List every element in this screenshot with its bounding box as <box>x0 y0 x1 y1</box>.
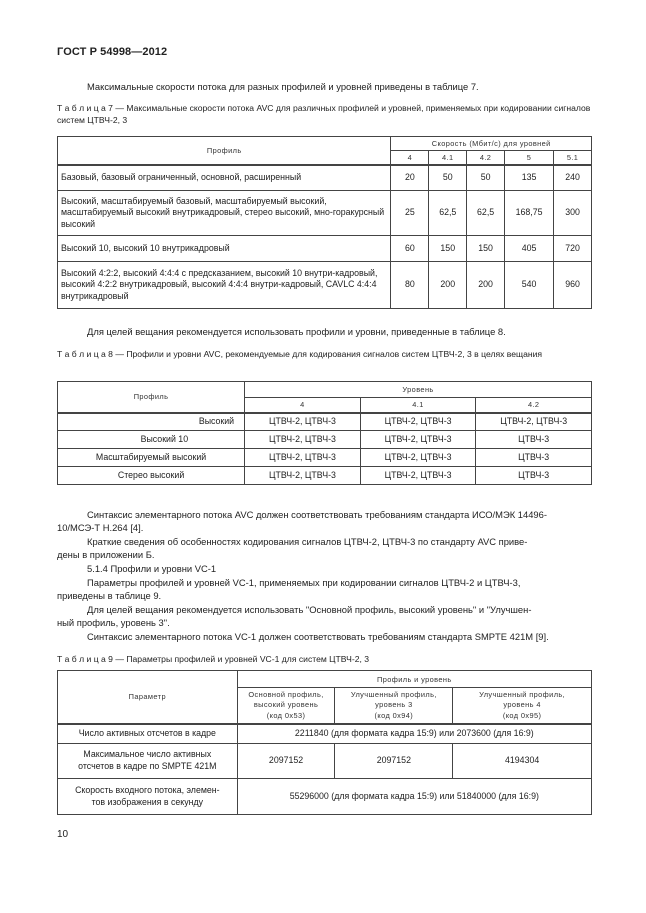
table-9-value-cell: 4194304 <box>453 744 592 779</box>
table-7 <box>57 136 592 309</box>
paragraph: Синтаксис элементарного потока VC-1 должен соответствовать требованиям стандарта SMPTE 421M [9]. <box>87 631 549 642</box>
table-7-level: 4.2 <box>467 151 505 165</box>
table-7-profile-cell: Базовый, базовый ограниченный, основной, расширенный <box>58 165 391 191</box>
table-7-level: 5.1 <box>554 151 592 165</box>
paragraph: Для целей вещания рекомендуется использовать "Основной профиль, высокий уровень" и "Улучшен- <box>87 604 532 615</box>
table-row <box>58 236 592 262</box>
table-7-value-cell: 150 <box>429 236 467 262</box>
table-7-value-cell: 150 <box>467 236 505 262</box>
table-8-profile-cell: Высокий <box>58 413 245 431</box>
table-row <box>58 431 592 449</box>
table-7-caption: Т а б л и ц а 7 — Максимальные скорости потока AVC для различных профилей и уровней, применяемых при кодировании сигналов систем ЦТВЧ-2, 3 <box>57 103 591 125</box>
table-7-value-cell: 62,5 <box>467 191 505 236</box>
table-row <box>58 262 592 309</box>
table-8-level: 4.2 <box>476 398 592 413</box>
parameter-line: Скорость входного потока, элемен- <box>75 784 220 795</box>
document-header: ГОСТ Р 54998—2012 <box>57 46 168 58</box>
table-8-value-cell: ЦТВЧ-2, ЦТВЧ-3 <box>245 431 361 449</box>
table-7-value-cell: 240 <box>554 165 592 191</box>
parameter-line: Максимальное число активных <box>83 749 212 760</box>
table-7-header-profile: Профиль <box>58 137 391 165</box>
table-7-header-speed: Скорость (Мбит/с) для уровней <box>391 137 592 151</box>
table-8-value-cell: ЦТВЧ-2, ЦТВЧ-3 <box>245 449 361 467</box>
subheader-line: уровень 4 <box>503 700 541 709</box>
table-8-level: 4 <box>245 398 361 413</box>
table-7-value-cell: 200 <box>467 262 505 309</box>
table-9 <box>57 670 592 815</box>
table-7-value-cell: 168,75 <box>505 191 554 236</box>
table-9-value-cell: 2097152 <box>335 744 453 779</box>
table-8-value-cell: ЦТВЧ-3 <box>476 449 592 467</box>
subheader-line: (код 0x94) <box>374 710 414 720</box>
table-7-value-cell: 405 <box>505 236 554 262</box>
table-7-value-cell: 960 <box>554 262 592 309</box>
table-8-value-cell: ЦТВЧ-2, ЦТВЧ-3 <box>245 413 361 431</box>
page-number: 10 <box>57 829 69 840</box>
table-9-value-cell: 55296000 (для формата кадра 15:9) или 51840000 (для 16:9) <box>237 779 591 815</box>
table-7-value-cell: 25 <box>391 191 429 236</box>
paragraph: Синтаксис элементарного потока AVC должен соответствовать требованиям стандарта ИСО/МЭК 14496- <box>87 509 547 520</box>
table-row <box>58 467 592 485</box>
table-7-value-cell: 62,5 <box>429 191 467 236</box>
table-row <box>58 191 592 236</box>
table-8-value-cell: ЦТВЧ-2, ЦТВЧ-3 <box>360 431 476 449</box>
table-8-value-cell: ЦТВЧ-3 <box>476 467 592 485</box>
table-9-subheader-advanced-3 <box>335 688 453 724</box>
table-7-value-cell: 135 <box>505 165 554 191</box>
table-9-value-cell: 2097152 <box>237 744 335 779</box>
table-row <box>58 165 592 191</box>
table-row <box>58 779 592 815</box>
table-9-value-cell: 2211840 (для формата кадра 15:9) или 2073600 (для 16:9) <box>237 724 591 744</box>
table-9-subheader-advanced-4 <box>453 688 592 724</box>
intro-paragraph: Максимальные скорости потока для разных профилей и уровней приведены в таблице 7. <box>87 81 479 92</box>
table-8 <box>57 381 592 485</box>
table-7-profile-cell: Высокий, масштабируемый базовый, масштабируемый высокий, масштабируемый высокий внутрикадровый, стерео высокий, мно-горакурсный высокий <box>58 191 391 236</box>
parameter-line: отсчетов в кадре по SMPTE 421M <box>78 761 217 771</box>
table-7-profile-cell: Высокий 4:2:2, высокий 4:4:4 с предсказанием, высокий 10 внутри-кадровый, высокий 4:2:2 внутрикадровый, высокий 4:4:4 внутри-кадровый, CAVLC 4:4:4 внутрикадровый <box>58 262 391 309</box>
table-7-level: 4 <box>391 151 429 165</box>
table-7-value-cell: 720 <box>554 236 592 262</box>
table-8-header-level: Уровень <box>245 382 592 398</box>
table-7-value-cell: 80 <box>391 262 429 309</box>
parameter-line: тов изображения в секунду <box>91 796 204 807</box>
table-9-header-profile-level: Профиль и уровень <box>237 671 591 688</box>
table-8-value-cell: ЦТВЧ-2, ЦТВЧ-3 <box>360 449 476 467</box>
table-7-value-cell: 60 <box>391 236 429 262</box>
subheader-line: (код 0x95) <box>502 710 542 720</box>
table-7-value-cell: 300 <box>554 191 592 236</box>
subheader-line: (код 0x53) <box>266 710 306 720</box>
table-7-level: 5 <box>505 151 554 165</box>
table-8-caption: Т а б л и ц а 8 — Профили и уровни AVC, рекомендуемые для кодирования сигналов систем ЦТВЧ-2, 3 в целях вещания <box>57 349 543 359</box>
paragraph: Для целей вещания рекомендуется использовать профили и уровни, приведенные в таблице 8. <box>87 326 506 337</box>
subheader-line: высокий уровень <box>253 700 319 709</box>
table-8-value-cell: ЦТВЧ-2, ЦТВЧ-3 <box>360 467 476 485</box>
section-heading: 5.1.4 Профили и уровни VC-1 <box>87 563 217 574</box>
table-8-value-cell: ЦТВЧ-2, ЦТВЧ-3 <box>360 413 476 431</box>
subheader-line: Улучшенный профиль, <box>350 689 437 699</box>
subheader-line: уровень 3 <box>375 700 413 709</box>
table-9-parameter-cell <box>58 744 238 779</box>
table-8-value-cell: ЦТВЧ-3 <box>476 431 592 449</box>
table-8-profile-cell: Высокий 10 <box>58 431 245 449</box>
table-row <box>58 724 592 744</box>
table-7-value-cell: 200 <box>429 262 467 309</box>
table-row <box>58 413 592 431</box>
table-7-value-cell: 20 <box>391 165 429 191</box>
table-7-value-cell: 50 <box>429 165 467 191</box>
table-8-value-cell: ЦТВЧ-2, ЦТВЧ-3 <box>476 413 592 431</box>
table-9-parameter-cell: Число активных отсчетов в кадре <box>58 724 238 744</box>
table-9-header-parameter: Параметр <box>58 671 238 724</box>
paragraph: приведены в таблице 9. <box>57 590 162 601</box>
paragraph: дены в приложении Б. <box>57 549 155 560</box>
table-7-value-cell: 50 <box>467 165 505 191</box>
subheader-line: Основной профиль, <box>248 689 324 699</box>
table-row <box>58 744 592 779</box>
table-9-parameter-cell <box>58 779 238 815</box>
paragraph: ный профиль, уровень 3". <box>57 617 170 628</box>
paragraph: 10/МСЭ-Т H.264 [4]. <box>57 522 144 533</box>
paragraph: Параметры профилей и уровней VC-1, применяемых при кодировании сигналов ЦТВЧ-2 и ЦТВЧ-3, <box>87 577 521 588</box>
table-9-subheader-main-high <box>237 688 335 724</box>
table-8-profile-cell: Стерео высокий <box>58 467 245 485</box>
table-8-profile-cell: Масштабируемый высокий <box>58 449 245 467</box>
table-7-value-cell: 540 <box>505 262 554 309</box>
table-8-level: 4.1 <box>360 398 476 413</box>
table-9-caption: Т а б л и ц а 9 — Параметры профилей и уровней VC-1 для систем ЦТВЧ-2, 3 <box>57 654 370 664</box>
paragraph: Краткие сведения об особенностях кодирования сигналов ЦТВЧ-2, ЦТВЧ-3 по стандарту AVC приве- <box>87 536 528 547</box>
table-8-header-profile: Профиль <box>58 382 245 413</box>
table-8-value-cell: ЦТВЧ-2, ЦТВЧ-3 <box>245 467 361 485</box>
table-row <box>58 449 592 467</box>
table-7-profile-cell: Высокий 10, высокий 10 внутрикадровый <box>58 236 391 262</box>
subheader-line: Улучшенный профиль, <box>479 689 566 699</box>
table-7-level: 4.1 <box>429 151 467 165</box>
